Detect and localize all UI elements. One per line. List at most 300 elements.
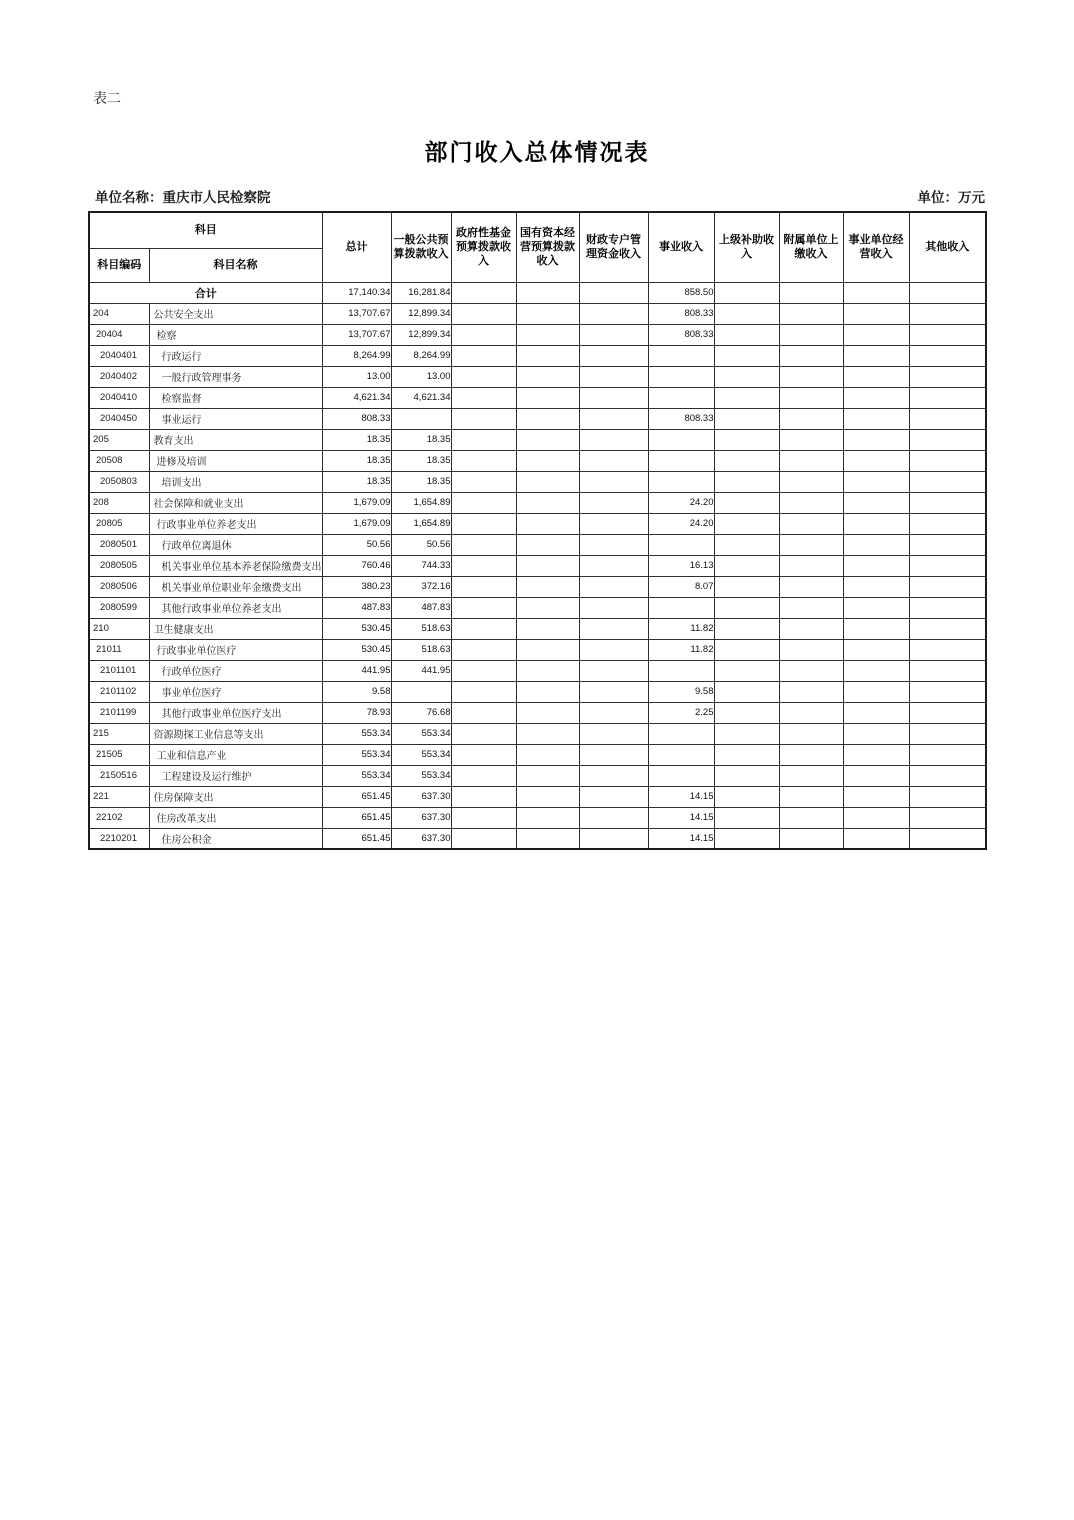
value-cell — [714, 765, 779, 786]
value-cell — [714, 660, 779, 681]
value-cell — [779, 492, 843, 513]
value-cell — [779, 702, 843, 723]
table-row — [89, 534, 986, 555]
value-cell: 13,707.67 — [322, 324, 391, 345]
value-cell — [843, 387, 909, 408]
subject-name-cell: 住房公积金 — [149, 828, 322, 849]
value-cell: 372.16 — [391, 576, 451, 597]
table-row — [89, 303, 986, 324]
table-row — [89, 639, 986, 660]
subject-code-cell: 20805 — [89, 513, 149, 534]
value-cell: 13.00 — [322, 366, 391, 387]
value-cell — [909, 660, 986, 681]
value-cell: 380.23 — [322, 576, 391, 597]
subject-name-cell: 机关事业单位职业年金缴费支出 — [149, 576, 322, 597]
value-cell: 17,140.34 — [322, 282, 391, 303]
value-cell — [451, 807, 516, 828]
value-cell — [451, 450, 516, 471]
subject-name-cell: 卫生健康支出 — [149, 618, 322, 639]
value-cell — [579, 492, 648, 513]
header-state-capital-budget: 国有资本经营预算拨款收入 — [516, 212, 579, 282]
value-cell: 553.34 — [391, 723, 451, 744]
value-cell — [909, 471, 986, 492]
subject-name-cell: 资源勘探工业信息等支出 — [149, 723, 322, 744]
header-fiscal-special-account: 财政专户管理资金收入 — [579, 212, 648, 282]
header-govt-fund-budget: 政府性基金预算拨款收入 — [451, 212, 516, 282]
value-cell — [779, 807, 843, 828]
value-cell — [451, 345, 516, 366]
table-row — [89, 387, 986, 408]
value-cell — [714, 618, 779, 639]
value-cell — [516, 387, 579, 408]
value-cell — [579, 639, 648, 660]
value-cell: 16.13 — [648, 555, 714, 576]
value-cell — [779, 786, 843, 807]
value-cell — [579, 555, 648, 576]
subject-name-cell: 其他行政事业单位养老支出 — [149, 597, 322, 618]
value-cell — [714, 387, 779, 408]
value-cell — [579, 324, 648, 345]
table-row — [89, 492, 986, 513]
value-cell — [451, 597, 516, 618]
value-cell — [909, 450, 986, 471]
value-cell — [714, 702, 779, 723]
subject-code-cell: 2101101 — [89, 660, 149, 681]
subject-name-cell: 机关事业单位基本养老保险缴费支出 — [149, 555, 322, 576]
value-cell — [909, 303, 986, 324]
table-row — [89, 450, 986, 471]
header-affiliated-unit-payment: 附属单位上缴收入 — [779, 212, 843, 282]
value-cell — [843, 555, 909, 576]
table-tag: 表二 — [93, 92, 121, 107]
value-cell — [516, 408, 579, 429]
value-cell — [516, 702, 579, 723]
value-cell — [579, 765, 648, 786]
value-cell — [451, 828, 516, 849]
value-cell — [516, 660, 579, 681]
value-cell — [779, 828, 843, 849]
value-cell — [648, 765, 714, 786]
value-cell — [579, 786, 648, 807]
value-cell — [579, 828, 648, 849]
value-cell: 651.45 — [322, 828, 391, 849]
value-cell: 13,707.67 — [322, 303, 391, 324]
value-cell — [779, 450, 843, 471]
value-cell — [579, 408, 648, 429]
value-cell — [579, 450, 648, 471]
value-cell — [779, 723, 843, 744]
subject-code-cell: 2150516 — [89, 765, 149, 786]
subject-code-cell: 2040450 — [89, 408, 149, 429]
value-cell — [779, 513, 843, 534]
value-cell — [909, 597, 986, 618]
income-overview-table — [88, 211, 987, 850]
value-cell — [648, 534, 714, 555]
subject-name-cell: 住房保障支出 — [149, 786, 322, 807]
value-cell — [579, 723, 648, 744]
value-cell: 50.56 — [322, 534, 391, 555]
value-cell: 808.33 — [648, 324, 714, 345]
value-cell: 8,264.99 — [391, 345, 451, 366]
subject-name-cell: 工业和信息产业 — [149, 744, 322, 765]
subject-code-cell: 20404 — [89, 324, 149, 345]
value-cell — [579, 534, 648, 555]
value-cell — [516, 429, 579, 450]
value-cell: 12,899.34 — [391, 324, 451, 345]
value-cell — [843, 786, 909, 807]
value-cell: 18.35 — [391, 471, 451, 492]
value-cell — [451, 492, 516, 513]
header-subject: 科目 — [89, 212, 322, 248]
value-cell — [714, 492, 779, 513]
subject-code-cell: 22102 — [89, 807, 149, 828]
value-cell — [579, 618, 648, 639]
table-row — [89, 786, 986, 807]
value-cell: 9.58 — [648, 681, 714, 702]
value-cell — [516, 597, 579, 618]
value-cell — [909, 345, 986, 366]
value-cell — [843, 408, 909, 429]
table-row — [89, 324, 986, 345]
subject-name-cell: 工程建设及运行维护 — [149, 765, 322, 786]
value-cell — [843, 303, 909, 324]
value-cell — [451, 324, 516, 345]
table-row — [89, 618, 986, 639]
value-cell — [909, 786, 986, 807]
value-cell: 637.30 — [391, 807, 451, 828]
value-cell: 13.00 — [391, 366, 451, 387]
value-cell — [516, 492, 579, 513]
value-cell — [909, 681, 986, 702]
value-cell: 530.45 — [322, 639, 391, 660]
value-cell: 441.95 — [391, 660, 451, 681]
value-cell — [648, 744, 714, 765]
subject-code-cell: 2050803 — [89, 471, 149, 492]
value-cell: 487.83 — [322, 597, 391, 618]
subject-name-cell: 一般行政管理事务 — [149, 366, 322, 387]
value-cell — [648, 450, 714, 471]
value-cell — [579, 681, 648, 702]
subject-code-cell: 2080505 — [89, 555, 149, 576]
subject-name-cell: 住房改革支出 — [149, 807, 322, 828]
value-cell — [843, 765, 909, 786]
value-cell — [843, 576, 909, 597]
value-cell: 1,654.89 — [391, 492, 451, 513]
value-cell — [714, 828, 779, 849]
value-cell — [451, 639, 516, 660]
value-cell — [451, 576, 516, 597]
value-cell: 1,654.89 — [391, 513, 451, 534]
value-cell — [451, 429, 516, 450]
value-cell — [579, 471, 648, 492]
table-row — [89, 681, 986, 702]
value-cell — [579, 660, 648, 681]
value-cell — [779, 618, 843, 639]
value-cell — [779, 387, 843, 408]
value-cell — [648, 366, 714, 387]
value-cell — [714, 723, 779, 744]
value-cell — [909, 576, 986, 597]
value-cell: 808.33 — [648, 303, 714, 324]
value-cell — [843, 807, 909, 828]
table-row — [89, 513, 986, 534]
value-cell: 4,621.34 — [322, 387, 391, 408]
value-cell — [843, 450, 909, 471]
value-cell — [779, 471, 843, 492]
value-cell — [451, 387, 516, 408]
value-cell — [516, 534, 579, 555]
value-cell — [451, 513, 516, 534]
value-cell: 14.15 — [648, 807, 714, 828]
value-cell — [451, 723, 516, 744]
header-general-public-budget: 一般公共预算拨款收入 — [391, 212, 451, 282]
value-cell — [516, 807, 579, 828]
value-cell — [909, 534, 986, 555]
value-cell: 518.63 — [391, 618, 451, 639]
value-cell — [843, 828, 909, 849]
value-cell — [909, 702, 986, 723]
value-cell — [579, 429, 648, 450]
subject-name-cell: 行政事业单位养老支出 — [149, 513, 322, 534]
value-cell: 487.83 — [391, 597, 451, 618]
value-cell: 11.82 — [648, 639, 714, 660]
value-cell — [779, 744, 843, 765]
value-cell — [909, 492, 986, 513]
value-cell — [714, 681, 779, 702]
value-cell — [579, 366, 648, 387]
value-cell — [714, 303, 779, 324]
subject-code-cell: 208 — [89, 492, 149, 513]
header-total: 总计 — [322, 212, 391, 282]
value-cell — [909, 282, 986, 303]
value-cell — [451, 303, 516, 324]
value-cell — [779, 765, 843, 786]
subject-code-cell: 2101102 — [89, 681, 149, 702]
value-cell — [779, 345, 843, 366]
value-cell — [714, 513, 779, 534]
value-cell — [843, 534, 909, 555]
value-cell: 553.34 — [391, 744, 451, 765]
value-cell: 12,899.34 — [391, 303, 451, 324]
subject-name-cell: 行政事业单位医疗 — [149, 639, 322, 660]
value-cell — [779, 408, 843, 429]
table-row — [89, 807, 986, 828]
value-cell — [714, 639, 779, 660]
value-cell — [909, 366, 986, 387]
subject-name-cell: 行政单位医疗 — [149, 660, 322, 681]
page-title: 部门收入总体情况表 — [424, 140, 650, 165]
value-cell — [451, 681, 516, 702]
value-cell — [779, 555, 843, 576]
value-cell: 8,264.99 — [322, 345, 391, 366]
value-cell — [843, 702, 909, 723]
subject-name-cell: 公共安全支出 — [149, 303, 322, 324]
subject-code-cell: 2080501 — [89, 534, 149, 555]
value-cell — [909, 324, 986, 345]
table-row — [89, 471, 986, 492]
value-cell — [516, 723, 579, 744]
table-body — [89, 282, 986, 849]
table-row — [89, 702, 986, 723]
header-other-income: 其他收入 — [909, 212, 986, 282]
value-cell — [779, 429, 843, 450]
value-cell — [579, 282, 648, 303]
value-cell — [714, 345, 779, 366]
value-cell — [714, 807, 779, 828]
value-cell — [648, 387, 714, 408]
value-cell — [909, 429, 986, 450]
value-cell — [579, 597, 648, 618]
subject-name-cell: 事业运行 — [149, 408, 322, 429]
subject-code-cell: 2040402 — [89, 366, 149, 387]
value-cell — [451, 786, 516, 807]
value-cell: 18.35 — [391, 429, 451, 450]
value-cell — [909, 618, 986, 639]
value-cell — [714, 429, 779, 450]
value-cell — [843, 744, 909, 765]
value-cell — [391, 408, 451, 429]
value-cell — [579, 513, 648, 534]
value-cell: 637.30 — [391, 786, 451, 807]
subject-code-cell: 2080506 — [89, 576, 149, 597]
subject-name-cell: 检察 — [149, 324, 322, 345]
value-cell: 858.50 — [648, 282, 714, 303]
table-row — [89, 408, 986, 429]
value-cell — [451, 534, 516, 555]
value-cell — [451, 618, 516, 639]
value-cell: 530.45 — [322, 618, 391, 639]
value-cell — [579, 744, 648, 765]
value-cell — [516, 282, 579, 303]
value-cell: 760.46 — [322, 555, 391, 576]
value-cell: 11.82 — [648, 618, 714, 639]
value-cell — [714, 597, 779, 618]
value-cell — [516, 618, 579, 639]
value-cell — [451, 702, 516, 723]
total-label-cell: 合计 — [89, 282, 322, 303]
value-cell — [516, 765, 579, 786]
value-cell: 808.33 — [648, 408, 714, 429]
table-row — [89, 429, 986, 450]
value-cell — [516, 576, 579, 597]
value-cell: 14.15 — [648, 786, 714, 807]
subject-code-cell: 221 — [89, 786, 149, 807]
value-cell — [451, 765, 516, 786]
value-cell: 78.93 — [322, 702, 391, 723]
value-cell — [579, 303, 648, 324]
value-cell — [843, 366, 909, 387]
value-cell — [579, 345, 648, 366]
value-cell — [516, 324, 579, 345]
value-cell — [843, 618, 909, 639]
table-row — [89, 828, 986, 849]
value-cell: 2.25 — [648, 702, 714, 723]
unit-of-measure-label: 单位：万元 — [917, 190, 985, 205]
table-row — [89, 723, 986, 744]
value-cell: 24.20 — [648, 513, 714, 534]
value-cell — [516, 555, 579, 576]
value-cell — [516, 450, 579, 471]
value-cell — [648, 723, 714, 744]
value-cell — [579, 807, 648, 828]
value-cell: 808.33 — [322, 408, 391, 429]
subject-name-cell: 检察监督 — [149, 387, 322, 408]
value-cell: 553.34 — [322, 765, 391, 786]
value-cell — [451, 282, 516, 303]
value-cell: 14.15 — [648, 828, 714, 849]
value-cell — [779, 303, 843, 324]
value-cell — [843, 597, 909, 618]
table-row — [89, 660, 986, 681]
value-cell — [779, 282, 843, 303]
subject-code-cell: 204 — [89, 303, 149, 324]
value-cell — [648, 660, 714, 681]
value-cell: 1,679.09 — [322, 513, 391, 534]
subject-code-cell: 2101199 — [89, 702, 149, 723]
table-row — [89, 597, 986, 618]
header-subject-name: 科目名称 — [149, 248, 322, 282]
value-cell — [909, 408, 986, 429]
value-cell: 441.95 — [322, 660, 391, 681]
subject-name-cell: 事业单位医疗 — [149, 681, 322, 702]
value-cell — [779, 660, 843, 681]
value-cell: 744.33 — [391, 555, 451, 576]
subject-code-cell: 21011 — [89, 639, 149, 660]
header-subject-code: 科目编码 — [89, 248, 149, 282]
value-cell — [579, 387, 648, 408]
table-row — [89, 345, 986, 366]
value-cell — [714, 576, 779, 597]
value-cell — [714, 408, 779, 429]
value-cell — [909, 828, 986, 849]
value-cell: 18.35 — [322, 450, 391, 471]
subject-name-cell: 社会保障和就业支出 — [149, 492, 322, 513]
subject-name-cell: 教育支出 — [149, 429, 322, 450]
value-cell — [714, 366, 779, 387]
table-row — [89, 555, 986, 576]
subject-code-cell: 2040401 — [89, 345, 149, 366]
value-cell — [516, 786, 579, 807]
subject-name-cell: 行政单位离退休 — [149, 534, 322, 555]
value-cell — [516, 471, 579, 492]
value-cell — [648, 597, 714, 618]
value-cell — [909, 744, 986, 765]
total-row — [89, 282, 986, 303]
value-cell: 16,281.84 — [391, 282, 451, 303]
value-cell — [516, 828, 579, 849]
value-cell — [779, 597, 843, 618]
value-cell — [451, 555, 516, 576]
subject-code-cell: 20508 — [89, 450, 149, 471]
value-cell — [909, 807, 986, 828]
value-cell: 9.58 — [322, 681, 391, 702]
value-cell — [516, 681, 579, 702]
value-cell: 4,621.34 — [391, 387, 451, 408]
value-cell: 24.20 — [648, 492, 714, 513]
value-cell — [843, 324, 909, 345]
meta-row — [95, 186, 985, 206]
subject-name-cell: 进修及培训 — [149, 450, 322, 471]
value-cell — [843, 471, 909, 492]
value-cell — [909, 513, 986, 534]
value-cell — [714, 282, 779, 303]
value-cell — [714, 471, 779, 492]
value-cell — [843, 681, 909, 702]
subject-code-cell: 205 — [89, 429, 149, 450]
subject-name-cell: 其他行政事业单位医疗支出 — [149, 702, 322, 723]
value-cell — [843, 492, 909, 513]
value-cell — [516, 513, 579, 534]
